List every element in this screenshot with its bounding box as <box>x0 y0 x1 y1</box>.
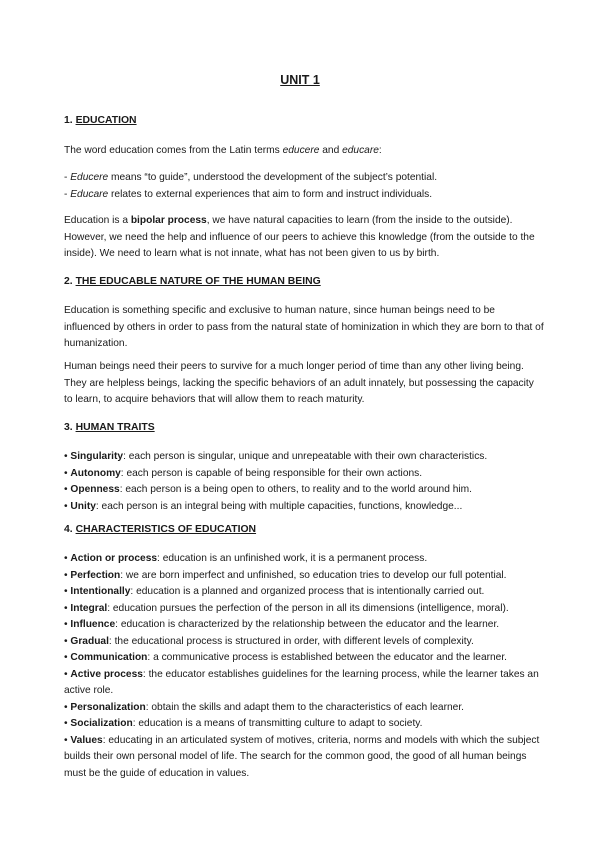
section-educable-nature <box>64 274 544 291</box>
characteristics-list <box>64 551 544 782</box>
section-human-traits <box>64 420 544 437</box>
intro-paragraph <box>64 143 544 160</box>
page-title: UNIT 1 <box>280 73 320 87</box>
characteristic-term: Socialization <box>70 718 133 729</box>
bullet-icon: • <box>64 467 68 479</box>
section-education <box>64 113 544 130</box>
bullet-icon: • <box>64 635 68 647</box>
characteristic-term: Values <box>70 734 103 746</box>
characteristic-term: Active process <box>70 668 143 680</box>
bullet-icon: • <box>64 602 68 614</box>
etymology-line <box>64 170 544 187</box>
etymology-list <box>64 170 544 203</box>
characteristic-text: : education pursues the perfection of the person in all its dimensions (intelligence, moral). <box>107 602 509 614</box>
list-item <box>64 601 544 618</box>
trait-term: Singularity <box>70 451 124 462</box>
section-number: 2. <box>64 276 73 287</box>
etymology-line <box>64 187 544 204</box>
term-educere: educere <box>282 145 320 156</box>
bullet-icon: • <box>64 652 68 663</box>
trait-text: : each person is a being open to others, to reality and to the world around him. <box>119 484 472 495</box>
section-heading <box>64 274 544 291</box>
traits-list <box>64 449 544 515</box>
characteristic-text: : a communicative process is established between the educator and the learner. <box>147 652 508 663</box>
list-item <box>64 551 544 568</box>
bullet-icon: • <box>64 451 68 462</box>
list-item <box>64 716 544 733</box>
etymology-term: Educere <box>70 172 109 183</box>
bullet-icon: • <box>64 701 68 713</box>
bullet-icon: • <box>64 718 68 729</box>
bullet-icon: • <box>64 553 68 564</box>
etymology-text: relates to external experiences that aim to form and instruct individuals. <box>108 188 433 200</box>
list-item <box>64 568 544 585</box>
paragraph-text: Education is a <box>64 215 131 226</box>
section-number: 1. <box>64 115 73 126</box>
section-heading <box>64 522 544 539</box>
characteristic-term: Gradual <box>70 635 109 647</box>
section-title: CHARACTERISTICS OF EDUCATION <box>75 524 257 535</box>
dash: - <box>64 172 71 183</box>
section-characteristics <box>64 522 544 539</box>
characteristic-text: : obtain the skills and adapt them to the characteristics of each learner. <box>145 701 464 713</box>
list-item <box>64 449 544 466</box>
section-title: EDUCATION <box>75 115 137 126</box>
characteristic-text: : educating in an articulated system of motives, criteria, norms and models with which the subject builds their own personal model of life. The search for the common good, the good of all human beings must be the guide of education in values. <box>64 734 540 779</box>
etymology-text: means “to guide”, understood the development of the subject’s potential. <box>108 172 438 183</box>
paragraph: Human beings need their peers to survive for a much longer period of time than any other living being. They are helpless beings, lacking the specific behaviors of an adult innately, but possessing the capacity to learn, to acquire behaviors that will allow them to reach maturity. <box>64 361 534 405</box>
etymology-term: Educare <box>70 188 109 200</box>
characteristic-text: : we are born imperfect and unfinished, so education tries to develop our full potential. <box>120 569 507 581</box>
bullet-icon: • <box>64 619 68 630</box>
bold-term: bipolar process <box>130 215 207 226</box>
term-educare: educare <box>342 145 379 156</box>
characteristic-term: Perfection <box>70 569 121 581</box>
list-item <box>64 499 544 516</box>
bullet-icon: • <box>64 500 68 512</box>
characteristic-text: : education is a planned and organized process that is intentionally carried out. <box>130 586 485 597</box>
characteristic-term: Integral <box>70 602 108 614</box>
characteristic-term: Communication <box>70 652 148 663</box>
list-item <box>64 667 544 700</box>
bullet-icon: • <box>64 668 68 680</box>
list-item <box>64 482 544 499</box>
list-item <box>64 634 544 651</box>
intro-colon: : <box>378 145 382 156</box>
bullet-icon: • <box>64 734 68 746</box>
section-number: 4. <box>64 524 73 535</box>
list-item <box>64 617 544 634</box>
section-heading <box>64 420 544 437</box>
paragraph: Education is something specific and exclusive to human nature, since human beings need to be influenced by others in order to pass from the natural state of hominization in which they are born to that of humanization. <box>64 305 544 349</box>
list-item <box>64 650 544 667</box>
characteristic-text: : the educator establishes guidelines for the learning process, while the learner takes an active role. <box>64 668 539 696</box>
characteristic-term: Action or process <box>70 553 158 564</box>
paragraph <box>64 213 544 263</box>
intro-and: and <box>319 145 343 156</box>
trait-text: : each person is an integral being with multiple capacities, functions, knowledge... <box>95 500 463 512</box>
bipolar-paragraph <box>64 213 544 263</box>
characteristic-term: Personalization <box>70 701 146 713</box>
characteristic-term: Influence <box>70 619 116 630</box>
dash: - <box>64 188 71 200</box>
trait-term: Autonomy <box>70 467 121 479</box>
section-number: 3. <box>64 422 73 433</box>
list-item <box>64 700 544 717</box>
bullet-icon: • <box>64 569 68 581</box>
paragraph-text: , we have natural capacities to learn (from the inside to the outside). However, we need the help and influence of our peers to achieve this knowledge (from the outside to the inside). We need to learn what is not innate, what has not been given to us by birth. <box>64 215 535 259</box>
list-item <box>64 466 544 483</box>
trait-term: Openness <box>70 484 120 495</box>
section-title: HUMAN TRAITS <box>75 422 155 433</box>
characteristic-term: Intentionally <box>70 586 131 597</box>
bullet-icon: • <box>64 586 68 597</box>
trait-text: : each person is singular, unique and unrepeatable with their own characteristics. <box>123 451 488 462</box>
section-title: THE EDUCABLE NATURE OF THE HUMAN BEING <box>75 276 321 287</box>
characteristic-text: : education is a means of transmitting culture to adapt to society. <box>132 718 423 729</box>
section-heading <box>64 113 544 130</box>
educable-paragraph-1 <box>64 303 544 353</box>
characteristic-text: : the educational process is structured in order, with different levels of complexity. <box>108 635 474 647</box>
educable-paragraph-2 <box>64 359 544 409</box>
bullet-icon: • <box>64 484 68 495</box>
characteristic-text: : education is an unfinished work, it is a permanent process. <box>157 553 428 564</box>
education-intro <box>64 143 544 160</box>
list-item <box>64 584 544 601</box>
trait-term: Unity <box>70 500 96 512</box>
intro-text: The word education comes from the Latin terms <box>64 145 283 156</box>
trait-text: : each person is capable of being responsible for their own actions. <box>120 467 423 479</box>
characteristic-text: : education is characterized by the relationship between the educator and the learner. <box>115 619 500 630</box>
list-item <box>64 733 544 783</box>
